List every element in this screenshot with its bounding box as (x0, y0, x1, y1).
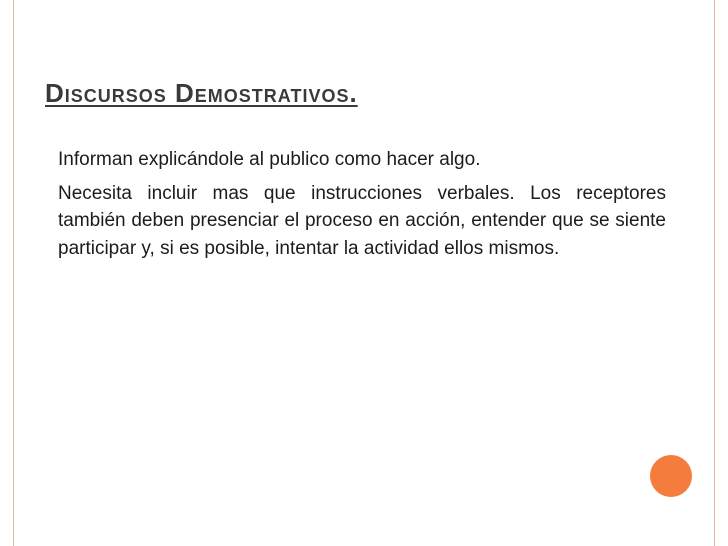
slide-body (58, 146, 666, 268)
body-paragraph-1: Informan explicándole al publico como hacer algo. (58, 149, 481, 170)
body-paragraph-2: Necesita incluir mas que instrucciones verbales. Los receptores también deben presenciar el proceso en acción, entender que se siente participar y, si es posible, intentar la actividad ellos mismos. (58, 182, 666, 259)
orange-circle-decoration (650, 455, 692, 497)
slide-title-text: Discursos Demostrativos. (45, 78, 358, 108)
slide-title (45, 78, 358, 109)
